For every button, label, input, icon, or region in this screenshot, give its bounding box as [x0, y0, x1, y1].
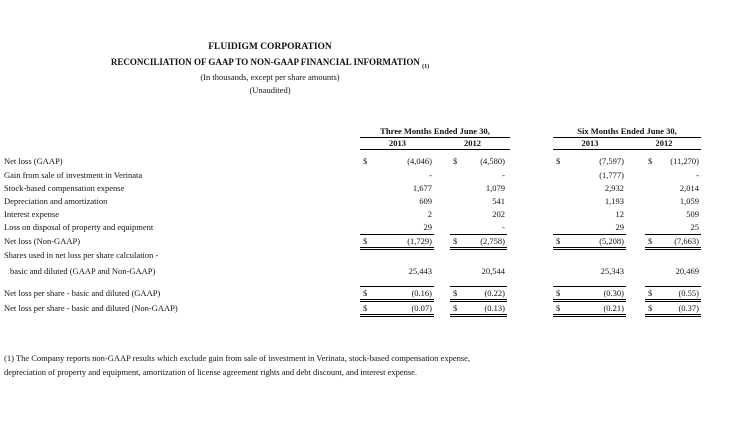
value-cell: (0.13): [484, 303, 505, 313]
currency-symbol: $: [363, 156, 368, 166]
row-label: Net loss (Non-GAAP): [4, 236, 81, 246]
currency-symbol: $: [648, 303, 653, 313]
row-label: Loss on disposal of property and equipment: [4, 222, 154, 232]
row-label: Net loss (GAAP): [4, 156, 63, 166]
divider: [645, 314, 701, 315]
divider: [450, 316, 507, 317]
value-cell: (0.21): [603, 303, 624, 313]
title-footnote-marker: (1): [422, 63, 430, 70]
value-cell: 202: [492, 209, 505, 219]
divider: [360, 314, 434, 315]
divider: [360, 247, 434, 248]
currency-symbol: $: [363, 288, 368, 298]
value-cell: (0.07): [411, 303, 432, 313]
currency-symbol: $: [453, 288, 458, 298]
currency-symbol: $: [556, 288, 561, 298]
value-cell: 25: [690, 222, 699, 232]
value-cell: 609: [419, 196, 432, 206]
divider: [360, 249, 434, 250]
divider: [553, 301, 626, 302]
divider: [553, 149, 701, 150]
value-cell: (4,580): [480, 156, 505, 166]
value-cell: (7,597): [599, 156, 624, 166]
currency-symbol: $: [453, 236, 458, 246]
value-cell: -: [696, 170, 699, 180]
six-months-2012: 2012: [655, 138, 673, 148]
currency-symbol: $: [363, 303, 368, 313]
value-cell: (0.55): [678, 288, 699, 298]
divider: [553, 286, 626, 287]
currency-symbol: $: [556, 156, 561, 166]
value-cell: -: [429, 170, 432, 180]
value-cell: 2,014: [679, 183, 699, 193]
three-months-header: Three Months Ended June 30,: [380, 126, 490, 136]
value-cell: 25,343: [600, 266, 624, 276]
currency-symbol: $: [453, 303, 458, 313]
value-cell: (0.22): [484, 288, 505, 298]
three-months-2012: 2012: [464, 138, 481, 148]
value-cell: 1,079: [485, 183, 505, 193]
divider: [645, 247, 701, 248]
value-cell: 1,059: [679, 196, 699, 206]
value-cell: 29: [423, 222, 432, 232]
divider: [645, 249, 701, 250]
row-label: Gain from sale of investment in Verinata: [4, 170, 143, 180]
report-subtitle: (In thousands, except per share amounts): [200, 72, 340, 82]
value-cell: 541: [492, 196, 505, 206]
value-cell: (1,729): [407, 236, 432, 246]
divider: [553, 316, 626, 317]
divider: [553, 234, 626, 235]
row-label: Net loss per share - basic and diluted (GAAP): [4, 288, 161, 298]
currency-symbol: $: [648, 236, 653, 246]
value-cell: 20,469: [675, 266, 699, 276]
report-title-text: RECONCILIATION OF GAAP TO NON-GAAP FINANCIAL INFORMATION: [110, 57, 420, 67]
value-cell: (7,663): [674, 236, 699, 246]
currency-symbol: $: [453, 156, 458, 166]
divider: [645, 316, 701, 317]
divider: [553, 249, 626, 250]
divider: [645, 286, 701, 287]
row-label: Interest expense: [4, 209, 59, 219]
divider: [450, 249, 507, 250]
row-label: Depreciation and amortization: [4, 196, 108, 206]
value-cell: 509: [686, 209, 699, 219]
row-label: basic and diluted (GAAP and Non-GAAP): [10, 266, 156, 276]
footnote-line-2: depreciation of property and equipment, amortization of license agreement rights and debt discount, and interest expense.: [4, 367, 418, 377]
value-cell: (2,758): [480, 236, 505, 246]
company-name: FLUIDIGM CORPORATION: [208, 42, 332, 52]
currency-symbol: $: [648, 288, 653, 298]
divider: [450, 299, 507, 300]
divider: [645, 299, 701, 300]
value-cell: -: [502, 170, 505, 180]
value-cell: (5,208): [599, 236, 624, 246]
divider: [553, 314, 626, 315]
divider: [450, 314, 507, 315]
six-months-header: Six Months Ended June 30,: [577, 126, 677, 136]
divider: [360, 149, 510, 150]
value-cell: 29: [615, 222, 624, 232]
divider: [360, 286, 434, 287]
audit-status: (Unaudited): [249, 85, 291, 95]
row-label: Shares used in net loss per share calculation -: [4, 250, 159, 260]
divider: [553, 299, 626, 300]
value-cell: 1,193: [604, 196, 624, 206]
value-cell: (1,777): [599, 170, 624, 180]
divider: [450, 247, 507, 248]
divider: [645, 234, 701, 235]
divider: [553, 247, 626, 248]
currency-symbol: $: [556, 303, 561, 313]
value-cell: (0.37): [678, 303, 699, 313]
value-cell: (0.30): [603, 288, 624, 298]
currency-symbol: $: [363, 236, 368, 246]
divider: [450, 286, 507, 287]
divider: [360, 234, 434, 235]
currency-symbol: $: [556, 236, 561, 246]
footnote-line-1: (1) The Company reports non-GAAP results which exclude gain from sale of investment in Verinata, stock-based compensation expense,: [4, 353, 471, 363]
value-cell: (11,270): [670, 156, 699, 166]
row-label: Stock-based compensation expense: [4, 183, 125, 193]
divider: [360, 301, 434, 302]
value-cell: -: [502, 222, 505, 232]
currency-symbol: $: [648, 156, 653, 166]
value-cell: 25,443: [408, 266, 432, 276]
report-title: [0, 57, 540, 70]
value-cell: 2: [427, 209, 432, 219]
value-cell: 20,544: [481, 266, 505, 276]
divider: [645, 301, 701, 302]
divider: [450, 234, 507, 235]
value-cell: (4,046): [407, 156, 432, 166]
row-label: Net loss per share - basic and diluted (Non-GAAP): [4, 303, 178, 313]
value-cell: 12: [615, 209, 624, 219]
divider: [360, 316, 434, 317]
three-months-2013: 2013: [389, 138, 406, 148]
value-cell: (0.16): [411, 288, 432, 298]
divider: [450, 301, 507, 302]
six-months-2013: 2013: [581, 138, 599, 148]
value-cell: 2,932: [604, 183, 624, 193]
divider: [360, 299, 434, 300]
value-cell: 1,677: [412, 183, 432, 193]
